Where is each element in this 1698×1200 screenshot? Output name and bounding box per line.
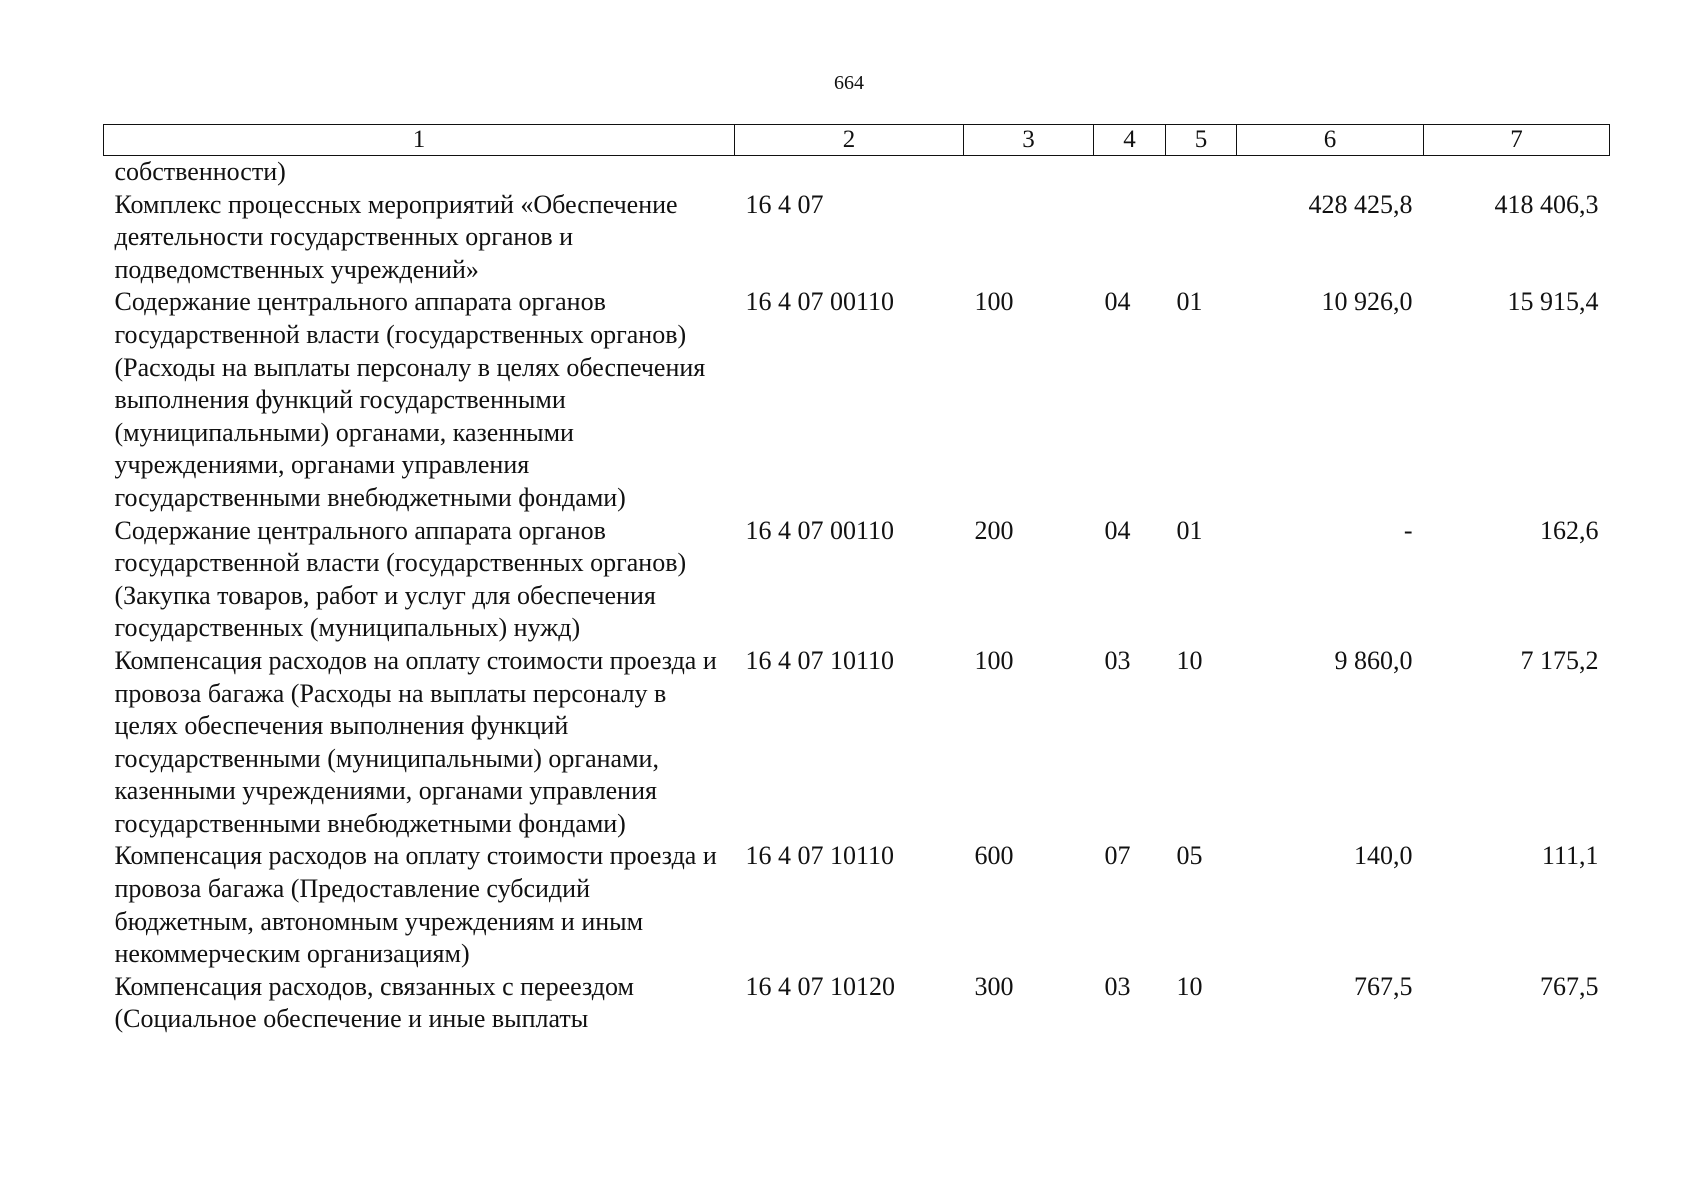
row-rz — [1094, 189, 1166, 287]
header-cell-6: 6 — [1237, 125, 1424, 156]
row-vr: 300 — [974, 971, 1014, 1001]
row-rz — [1094, 156, 1166, 189]
row-pr: 10 — [1176, 645, 1203, 675]
table-row — [104, 156, 1610, 189]
header-cell-7: 7 — [1424, 125, 1610, 156]
row-vr: 100 — [974, 287, 1014, 317]
row-value-1: 10 926,0 — [1321, 287, 1413, 317]
row-vr — [964, 189, 1094, 287]
table-row — [104, 840, 1610, 970]
header-cell-1: 1 — [104, 125, 735, 156]
row-name: Компенсация расходов, связанных с переездом (Социальное обеспечение и иные выплаты — [114, 971, 634, 1034]
row-value-2: 7 175,2 — [1520, 645, 1599, 675]
page-number: 664 — [834, 72, 864, 94]
row-rz: 03 — [1104, 971, 1131, 1001]
row-value-2: 162,6 — [1540, 515, 1599, 545]
row-pr — [1166, 189, 1237, 287]
header-cell-2: 2 — [735, 125, 964, 156]
budget-table — [103, 124, 1610, 1036]
row-code: 16 4 07 10110 — [745, 841, 895, 871]
row-value-2: 418 406,3 — [1494, 189, 1599, 219]
row-name: Компенсация расходов на оплату стоимости проезда и провоза багажа (Предоставление субсидий бюджетным, автономным учреждениям и иным некоммерческим организациям) — [114, 841, 717, 969]
row-code — [735, 156, 964, 189]
table-row — [104, 286, 1610, 514]
row-pr: 10 — [1176, 971, 1203, 1001]
header-row — [104, 125, 1610, 156]
table-row — [104, 645, 1610, 841]
row-pr: 01 — [1176, 287, 1203, 317]
row-rz: 04 — [1104, 515, 1131, 545]
row-vr: 100 — [974, 645, 1014, 675]
row-value-1: 9 860,0 — [1334, 645, 1413, 675]
row-rz: 04 — [1104, 287, 1131, 317]
row-vr: 600 — [974, 841, 1014, 871]
row-vr: 200 — [974, 515, 1014, 545]
header-cell-5: 5 — [1166, 125, 1237, 156]
row-name: Компенсация расходов на оплату стоимости проезда и провоза багажа (Расходы на выплаты персоналу в целях обеспечения выполнения функций государственными (муниципальными) органами, казенными учреждениями, органами управления государственными внебюджетными фондами) — [114, 645, 717, 838]
row-value-1 — [1237, 156, 1424, 189]
row-value-2: 111,1 — [1541, 841, 1599, 871]
row-name: Комплекс процессных мероприятий «Обеспечение деятельности государственных органов и подведомственных учреждений» — [114, 189, 678, 284]
row-code: 16 4 07 10110 — [745, 645, 895, 675]
row-value-1: 767,5 — [1354, 971, 1413, 1001]
header-cell-4: 4 — [1094, 125, 1166, 156]
row-name: Содержание центрального аппарата органов государственной власти (государственных органов) (Закупка товаров, работ и услуг для обеспечения государственных (муниципальных) нужд) — [114, 515, 687, 643]
table-header — [104, 125, 1610, 156]
row-name: собственности) — [114, 157, 286, 186]
row-pr: 01 — [1176, 515, 1203, 545]
row-value-2: 15 915,4 — [1507, 287, 1599, 317]
table-body — [104, 156, 1610, 1037]
row-pr — [1166, 156, 1237, 189]
row-value-2 — [1424, 156, 1610, 189]
row-name: Содержание центрального аппарата органов государственной власти (государственных органов) (Расходы на выплаты персоналу в целях обеспечения выполнения функций государственными (муниципальными) органами, казенными учреждениями, органами управления государственными внебюджетными фондами) — [114, 287, 706, 512]
row-code: 16 4 07 00110 — [745, 515, 895, 545]
row-code: 16 4 07 10120 — [745, 971, 895, 1001]
row-code: 16 4 07 00110 — [745, 287, 895, 317]
row-pr: 05 — [1176, 841, 1203, 871]
row-code: 16 4 07 — [745, 189, 824, 219]
row-rz: 07 — [1104, 841, 1131, 871]
header-cell-3: 3 — [964, 125, 1094, 156]
table-row — [104, 189, 1610, 287]
table-row — [104, 971, 1610, 1036]
row-value-2: 767,5 — [1540, 971, 1599, 1001]
table-row — [104, 515, 1610, 645]
row-vr — [964, 156, 1094, 189]
row-value-1: - — [1403, 515, 1413, 545]
row-rz: 03 — [1104, 645, 1131, 675]
row-value-1: 428 425,8 — [1308, 189, 1413, 219]
row-value-1: 140,0 — [1354, 841, 1413, 871]
